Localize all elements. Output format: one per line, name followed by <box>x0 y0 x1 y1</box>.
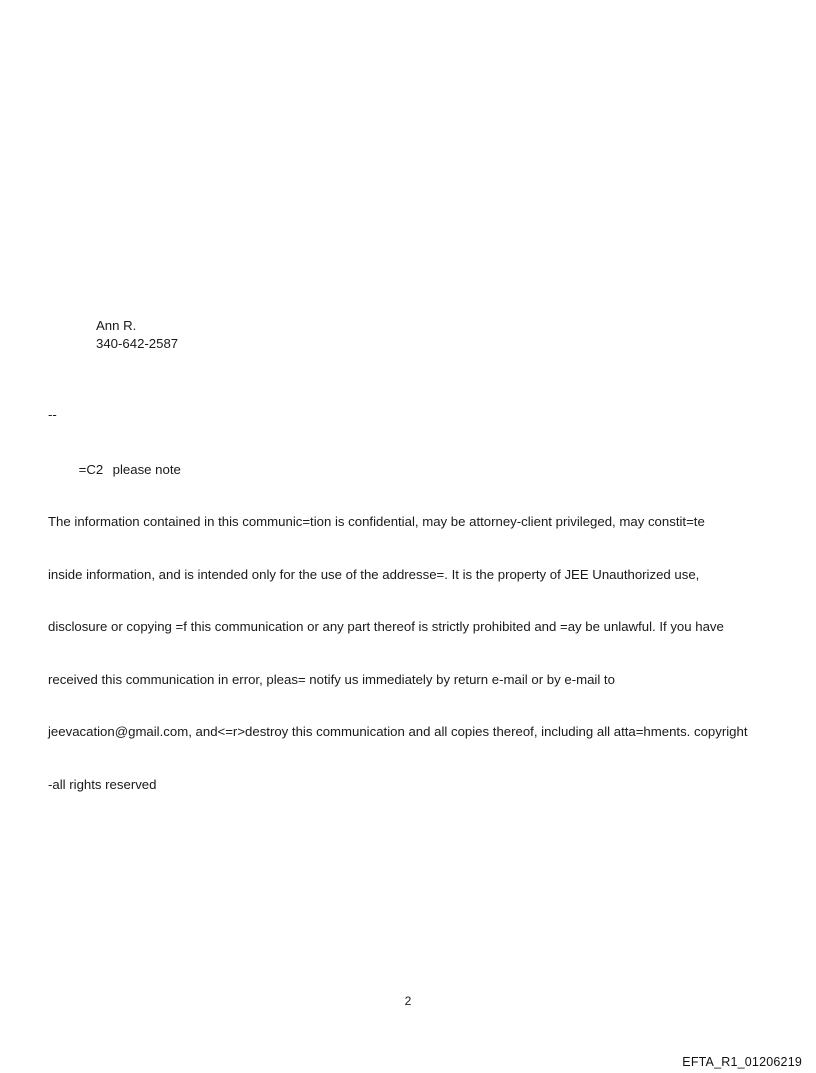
note-code: =C2 <box>78 461 104 477</box>
signature-separator: -- <box>48 407 57 422</box>
confidentiality-disclaimer <box>48 478 778 828</box>
disclaimer-line: inside information, and is intended only for the use of the addresse=. It is the property of JEE Unauthorized use, <box>48 566 700 582</box>
disclaimer-line: jeevacation@gmail.com, and<=r>destroy this communication and all copies thereof, including all atta=hments. copyright <box>48 724 748 739</box>
disclaimer-line: received this communication in error, pleas= notify us immediately by return e-mail or by e-mail to <box>48 671 615 687</box>
bates-number: EFTA_R1_01206219 <box>682 1055 802 1069</box>
disclaimer-line: disclosure or copying =f this communication or any part thereof is strictly prohibited and =ay be unlawful. If you have <box>48 619 724 634</box>
signature-phone: 340-642-2587 <box>96 336 179 351</box>
signature-name: Ann R. <box>96 318 137 333</box>
disclaimer-line: The information contained in this communic=tion is confidential, may be attorney-client privileged, may constit=te <box>48 514 705 529</box>
page-number: 2 <box>404 994 412 1008</box>
note-text: please note <box>112 461 181 477</box>
disclaimer-line: -all rights reserved <box>48 776 157 792</box>
